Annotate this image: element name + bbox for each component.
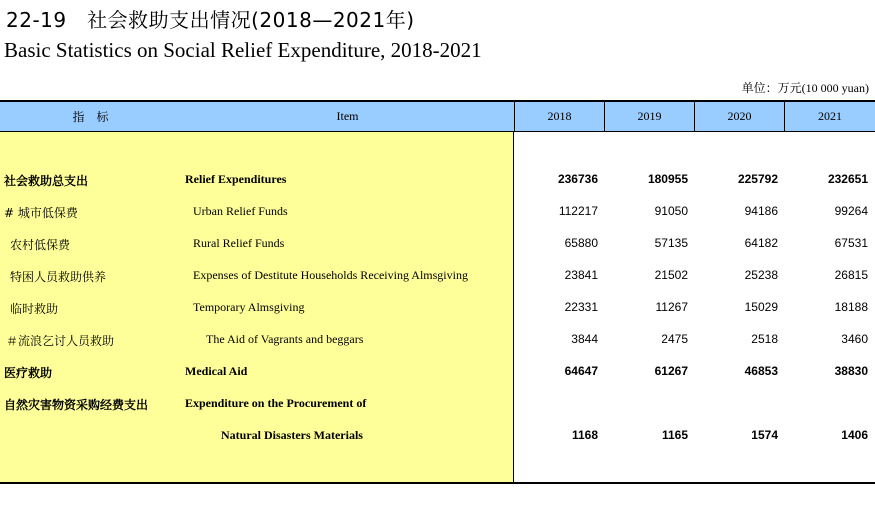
cell-2020: 1574 xyxy=(751,428,778,442)
cell-2020: 94186 xyxy=(744,204,778,218)
cell-2021: 1406 xyxy=(841,428,868,442)
cell-2019: 2475 xyxy=(661,332,688,346)
table-row xyxy=(0,228,875,260)
table-row xyxy=(0,260,875,292)
row-label-en: Natural Disasters Materials xyxy=(221,428,363,442)
row-label-en: Relief Expenditures xyxy=(185,172,287,186)
row-label-cn: # 城市低保费 xyxy=(4,206,78,220)
row-label-cn: 医疗救助 xyxy=(4,366,53,380)
cell-2019: 11267 xyxy=(655,300,688,314)
header-year-2020 xyxy=(695,102,785,132)
header-item-label: Item xyxy=(336,109,359,123)
header-year-2018 xyxy=(515,102,605,132)
table-row xyxy=(0,292,875,324)
cell-2018: 23841 xyxy=(564,268,598,282)
table-row xyxy=(0,196,875,228)
header-item xyxy=(181,102,515,132)
cell-2020: 225792 xyxy=(737,172,778,186)
row-label-en: Rural Relief Funds xyxy=(193,236,285,250)
row-label-en: Urban Relief Funds xyxy=(193,204,288,218)
header-year-label: 2020 xyxy=(727,109,752,123)
row-label-cn: 特困人员救助供养 xyxy=(10,270,107,284)
table-row xyxy=(0,164,875,196)
cell-2018: 65880 xyxy=(564,236,598,250)
header-year-label: 2021 xyxy=(818,109,842,123)
cell-2021: 99264 xyxy=(834,204,868,218)
cell-2020: 25238 xyxy=(744,268,778,282)
cell-2020: 46853 xyxy=(744,364,778,378)
row-label-cn: 临时救助 xyxy=(10,302,59,316)
header-indicator xyxy=(0,102,181,132)
cell-2018: 1168 xyxy=(571,428,598,442)
row-label-en: The Aid of Vagrants and beggars xyxy=(206,332,364,346)
cell-2018: 64647 xyxy=(564,364,598,378)
cell-2021: 38830 xyxy=(834,364,868,378)
table-row xyxy=(0,324,875,356)
unit-label: 单位：万元(10 000 yuan) xyxy=(741,81,869,95)
header-year-label: 2018 xyxy=(547,109,572,123)
cell-2019: 21502 xyxy=(654,268,688,282)
table-row xyxy=(0,356,875,388)
table-row xyxy=(0,388,875,420)
header-year-2019 xyxy=(605,102,695,132)
cell-2020: 15029 xyxy=(744,300,778,314)
cell-2019: 180955 xyxy=(647,172,688,186)
cell-2018: 3844 xyxy=(571,332,598,346)
cell-2020: 64182 xyxy=(744,236,778,250)
cell-2019: 61267 xyxy=(654,364,688,378)
cell-2021: 232651 xyxy=(827,172,868,186)
cell-2019: 1165 xyxy=(661,428,688,442)
row-label-cn: 社会救助总支出 xyxy=(4,174,89,188)
cell-2018: 236736 xyxy=(557,172,598,186)
cell-2018: 22331 xyxy=(564,300,598,314)
row-label-en: Expenses of Destitute Households Receiving Almsgiving xyxy=(193,268,468,282)
row-label-en: Expenditure on the Procurement of xyxy=(185,396,367,410)
row-label-en: Temporary Almsgiving xyxy=(193,300,305,314)
cell-2019: 57135 xyxy=(654,236,688,250)
table-row xyxy=(0,420,875,452)
table-bottom-rule xyxy=(0,482,875,484)
cell-2020: 2518 xyxy=(751,332,778,346)
row-label-cn: ＃流浪乞讨人员救助 xyxy=(6,334,115,348)
page-title-chinese: 22-19 社会救助支出情况(2018—2021年) xyxy=(6,8,415,32)
row-label-en: Medical Aid xyxy=(185,364,248,378)
cell-2021: 18188 xyxy=(834,300,868,314)
header-year-2021 xyxy=(785,102,875,132)
cell-2021: 3460 xyxy=(841,332,868,346)
row-label-cn: 农村低保费 xyxy=(10,238,71,252)
cell-2021: 67531 xyxy=(834,236,868,250)
header-indicator-label: 指 标 xyxy=(72,110,109,124)
cell-2021: 26815 xyxy=(834,268,868,282)
cell-2019: 91050 xyxy=(654,204,688,218)
page-title-english: Basic Statistics on Social Relief Expenditure, 2018-2021 xyxy=(4,38,482,62)
header-year-label: 2019 xyxy=(637,109,662,123)
cell-2018: 112217 xyxy=(558,204,598,218)
row-label-cn: 自然灾害物资采购经费支出 xyxy=(4,398,149,412)
